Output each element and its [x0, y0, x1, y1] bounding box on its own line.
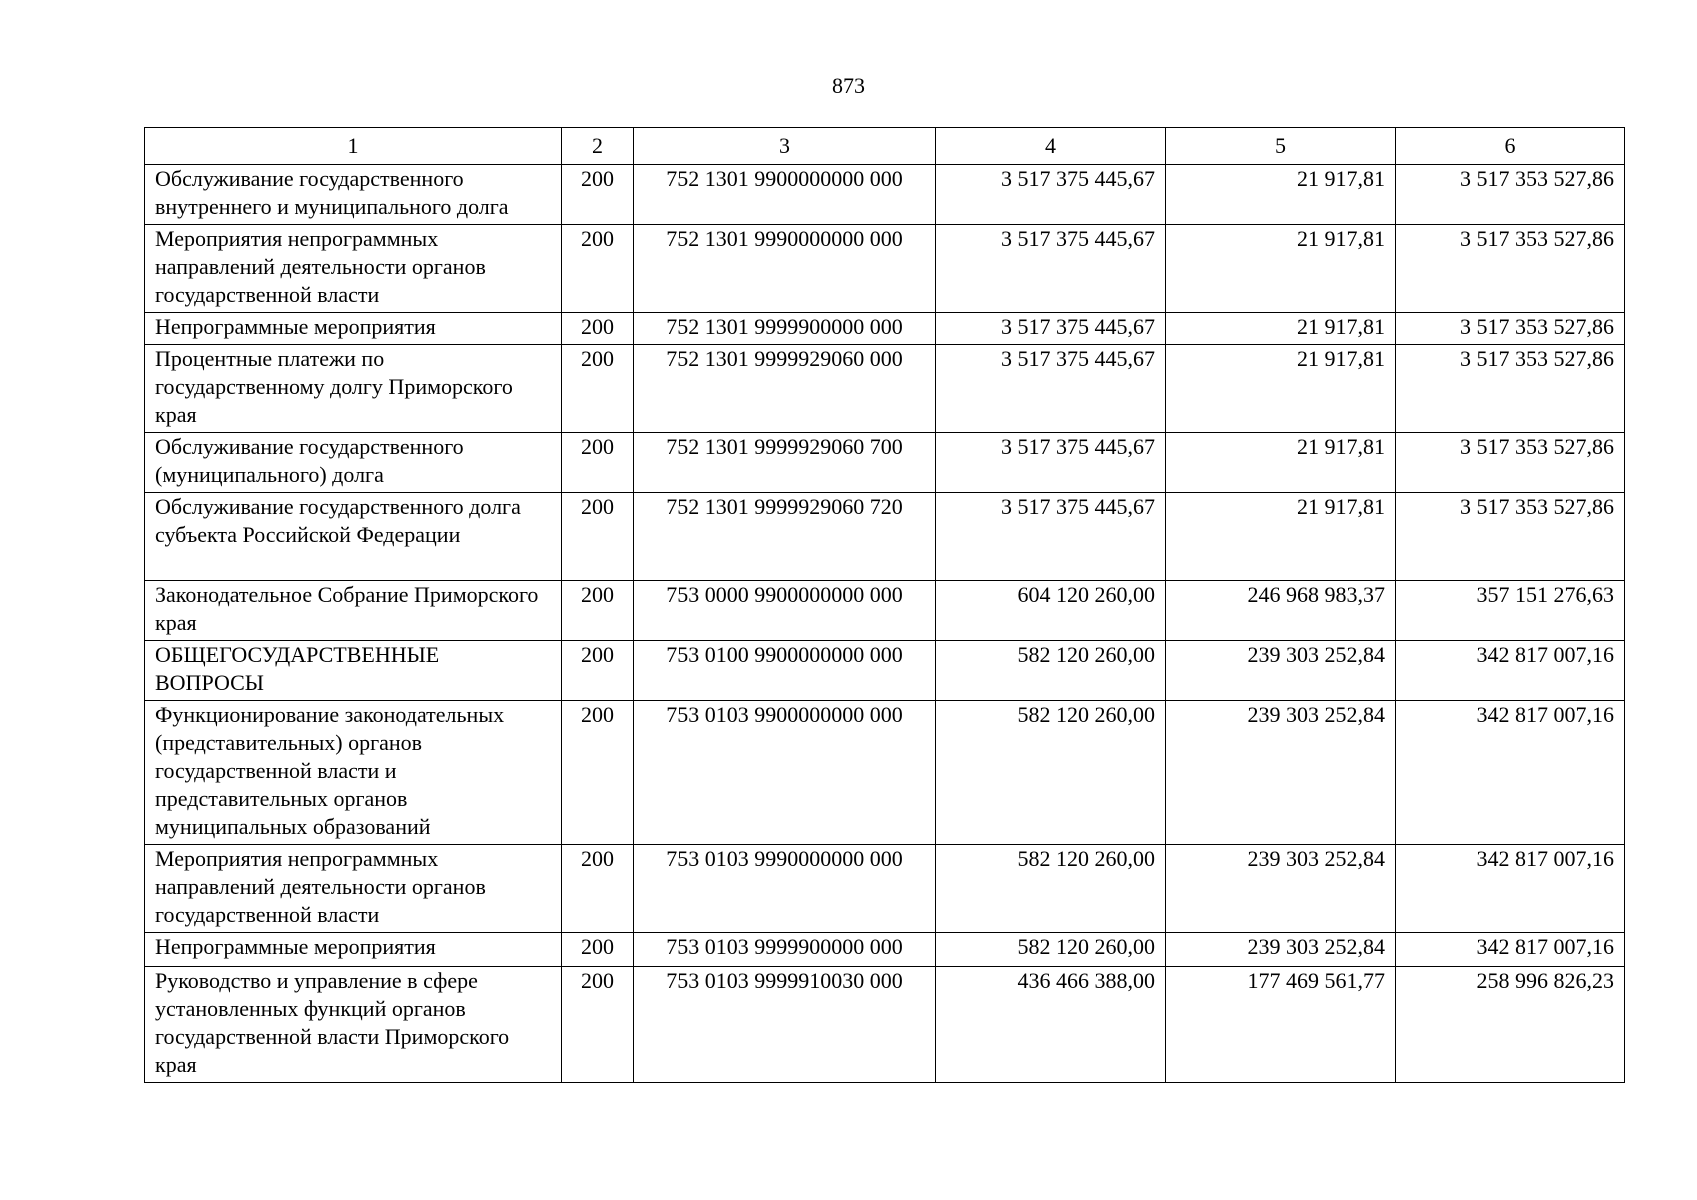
row-executed: 177 469 561,77 [1166, 967, 1396, 1083]
row-name: Непрограммные мероприятия [145, 933, 562, 967]
row-approved: 3 517 375 445,67 [936, 493, 1166, 581]
row-executed: 239 303 252,84 [1166, 701, 1396, 845]
row-approved: 582 120 260,00 [936, 701, 1166, 845]
row-approved: 3 517 375 445,67 [936, 165, 1166, 225]
row-approved: 582 120 260,00 [936, 845, 1166, 933]
row-name: Руководство и управление в сфере установленных функций органов государственной власти Приморского края [145, 967, 562, 1083]
row-executed: 21 917,81 [1166, 433, 1396, 493]
row-code: 200 [562, 313, 634, 345]
row-kbk: 752 1301 9999900000 000 [634, 313, 936, 345]
table-header-row [145, 128, 1625, 165]
row-executed: 239 303 252,84 [1166, 933, 1396, 967]
row-approved: 436 466 388,00 [936, 967, 1166, 1083]
table-row [145, 345, 1625, 433]
table-row [145, 165, 1625, 225]
row-kbk: 752 1301 9990000000 000 [634, 225, 936, 313]
table-row [145, 967, 1625, 1083]
row-remaining: 3 517 353 527,86 [1396, 345, 1625, 433]
row-code: 200 [562, 701, 634, 845]
row-code: 200 [562, 493, 634, 581]
budget-table [144, 127, 1625, 1083]
row-kbk: 753 0103 9900000000 000 [634, 701, 936, 845]
row-executed: 21 917,81 [1166, 165, 1396, 225]
row-name: Процентные платежи по государственному долгу Приморского края [145, 345, 562, 433]
row-remaining: 3 517 353 527,86 [1396, 493, 1625, 581]
row-kbk: 752 1301 9999929060 720 [634, 493, 936, 581]
row-approved: 3 517 375 445,67 [936, 433, 1166, 493]
row-executed: 21 917,81 [1166, 225, 1396, 313]
row-code: 200 [562, 641, 634, 701]
row-kbk: 752 1301 9999929060 700 [634, 433, 936, 493]
row-remaining: 3 517 353 527,86 [1396, 313, 1625, 345]
table-row [145, 493, 1625, 581]
row-remaining: 342 817 007,16 [1396, 701, 1625, 845]
row-kbk: 753 0000 9900000000 000 [634, 581, 936, 641]
column-header-3: 3 [634, 128, 936, 165]
row-kbk: 753 0103 9999900000 000 [634, 933, 936, 967]
row-approved: 582 120 260,00 [936, 933, 1166, 967]
row-name: Обслуживание государственного внутреннего и муниципального долга [145, 165, 562, 225]
row-executed: 21 917,81 [1166, 345, 1396, 433]
row-name: Функционирование законодательных (представительных) органов государственной власти и представительных органов муниципальных образований [145, 701, 562, 845]
page-number: 873 [832, 73, 865, 98]
row-executed: 246 968 983,37 [1166, 581, 1396, 641]
row-kbk: 753 0103 9999910030 000 [634, 967, 936, 1083]
row-name: Обслуживание государственного долга субъекта Российской Федерации [145, 493, 562, 581]
table-row [145, 313, 1625, 345]
row-remaining: 258 996 826,23 [1396, 967, 1625, 1083]
row-code: 200 [562, 433, 634, 493]
table-row [145, 581, 1625, 641]
row-name: Мероприятия непрограммных направлений деятельности органов государственной власти [145, 845, 562, 933]
row-remaining: 342 817 007,16 [1396, 641, 1625, 701]
column-header-6: 6 [1396, 128, 1625, 165]
row-kbk: 753 0100 9900000000 000 [634, 641, 936, 701]
row-name: Непрограммные мероприятия [145, 313, 562, 345]
row-executed: 21 917,81 [1166, 313, 1396, 345]
row-remaining: 3 517 353 527,86 [1396, 225, 1625, 313]
row-name: Мероприятия непрограммных направлений деятельности органов государственной власти [145, 225, 562, 313]
table-row [145, 701, 1625, 845]
row-remaining: 342 817 007,16 [1396, 933, 1625, 967]
row-remaining: 357 151 276,63 [1396, 581, 1625, 641]
column-header-2: 2 [562, 128, 634, 165]
table-row [145, 845, 1625, 933]
row-executed: 239 303 252,84 [1166, 845, 1396, 933]
row-name: Законодательное Собрание Приморского края [145, 581, 562, 641]
row-approved: 3 517 375 445,67 [936, 313, 1166, 345]
column-header-4: 4 [936, 128, 1166, 165]
row-remaining: 342 817 007,16 [1396, 845, 1625, 933]
column-header-5: 5 [1166, 128, 1396, 165]
row-approved: 582 120 260,00 [936, 641, 1166, 701]
row-executed: 239 303 252,84 [1166, 641, 1396, 701]
row-kbk: 752 1301 9999929060 000 [634, 345, 936, 433]
row-kbk: 752 1301 9900000000 000 [634, 165, 936, 225]
row-executed: 21 917,81 [1166, 493, 1396, 581]
row-kbk: 753 0103 9990000000 000 [634, 845, 936, 933]
row-code: 200 [562, 165, 634, 225]
row-name: Обслуживание государственного (муниципального) долга [145, 433, 562, 493]
row-code: 200 [562, 933, 634, 967]
table-row [145, 433, 1625, 493]
row-approved: 3 517 375 445,67 [936, 225, 1166, 313]
row-remaining: 3 517 353 527,86 [1396, 165, 1625, 225]
row-remaining: 3 517 353 527,86 [1396, 433, 1625, 493]
row-code: 200 [562, 967, 634, 1083]
row-code: 200 [562, 225, 634, 313]
row-approved: 604 120 260,00 [936, 581, 1166, 641]
table-row [145, 933, 1625, 967]
column-header-1: 1 [145, 128, 562, 165]
row-code: 200 [562, 845, 634, 933]
row-code: 200 [562, 581, 634, 641]
row-approved: 3 517 375 445,67 [936, 345, 1166, 433]
row-name: ОБЩЕГОСУДАРСТВЕННЫЕ ВОПРОСЫ [145, 641, 562, 701]
table-row [145, 225, 1625, 313]
row-code: 200 [562, 345, 634, 433]
table-row [145, 641, 1625, 701]
